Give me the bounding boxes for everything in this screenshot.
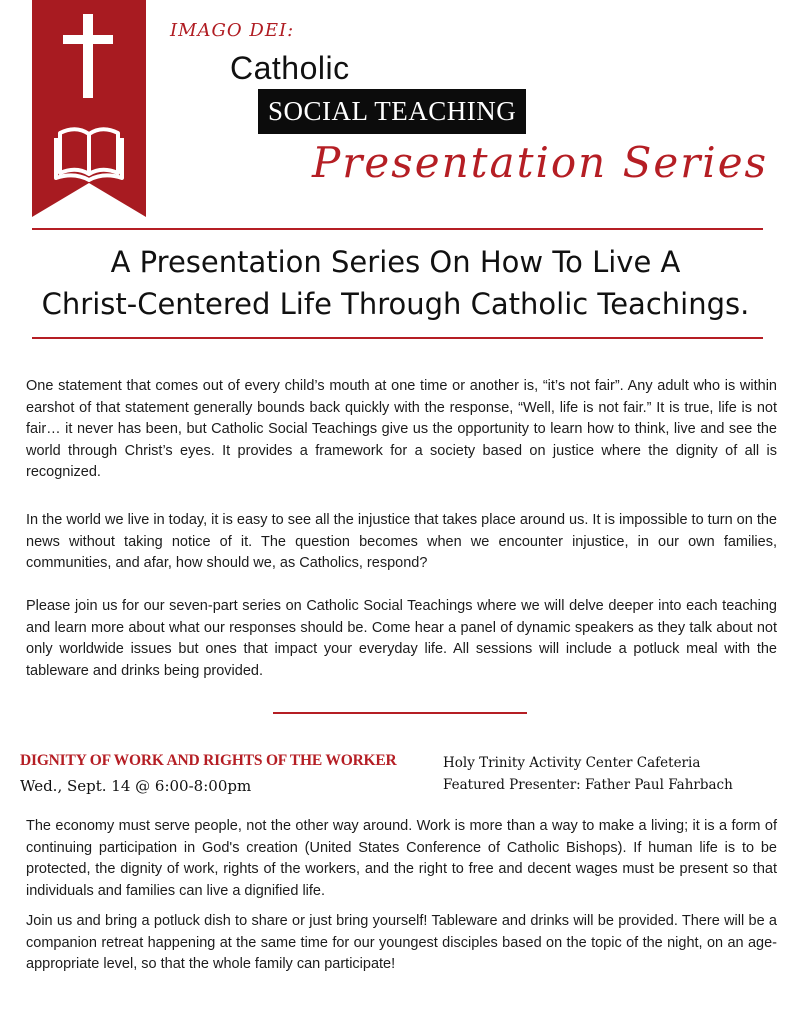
session-paragraph-1: The economy must serve people, not the other way around. Work is more than a way to make a living; it is a form of continuing participation in God's creation (United States Conference of Catholic Bishops). If human life is to be protected, the dignity of work, rights of the workers, and the right to free and decent wages must be present so that individuals and families can live a dignified life.	[26, 818, 777, 899]
header-kicker: IMAGO DEI:	[170, 20, 295, 41]
session-title: DIGNITY OF WORK AND RIGHTS OF THE WORKER	[20, 752, 397, 769]
header-title-catholic: Catholic	[230, 50, 350, 86]
divider-short	[273, 712, 527, 714]
tagline-line-2: Christ-Centered Life Through Catholic Teachings.	[41, 287, 750, 321]
intro-paragraph-2: In the world we live in today, it is easy to see all the injustice that takes place around us. It is impossible to turn on the news without taking notice of it. The question becomes when we encounter injustice, in our own families, communities, and afar, how should we, as Catholics, respond?	[26, 512, 777, 571]
header-banner	[32, 0, 146, 217]
header-series-script: Presentation Series	[312, 138, 769, 187]
session-location: Holy Trinity Activity Center Cafeteria	[443, 755, 701, 771]
header-title-social-teaching: SOCIAL TEACHING	[258, 89, 526, 134]
intro-paragraph-1: One statement that comes out of every child’s mouth at one time or another is, “it’s not fair”. Any adult who is within earshot of that statement generally bounds back quickly with the response, “Well, life is not fair.” It is true, life is not fair… it never has been, but Catholic Social Teachings give us the opportunity to learn how to think, live and see the world through Christ’s eyes. It provides a framework for a society based on justice where the dignity of all is recognized.	[26, 378, 777, 480]
session-date: Wed., Sept. 14 @ 6:00-8:00pm	[20, 777, 252, 795]
session-presenter: Featured Presenter: Father Paul Fahrbach	[443, 777, 733, 793]
divider-under-tagline	[32, 337, 763, 339]
session-paragraph-2: Join us and bring a potluck dish to share or just bring yourself! Tableware and drinks will be provided. There will be a companion retreat happening at the same time for our youngest disciples based on the topic of the night, on an age-appropriate level, so that the whole family can participate!	[26, 913, 777, 972]
tagline-line-1: A Presentation Series On How To Live A	[110, 245, 681, 279]
divider-top	[32, 228, 763, 230]
banner-graphic	[32, 0, 146, 217]
intro-paragraph-3: Please join us for our seven-part series on Catholic Social Teachings where we will delve deeper into each teaching and learn more about what our responses should be. Come hear a panel of dynamic speakers as they talk about not only worldwide issues but ones that impact your everyday life. All sessions will include a potluck meal with the tableware and drinks being provided.	[26, 598, 777, 679]
